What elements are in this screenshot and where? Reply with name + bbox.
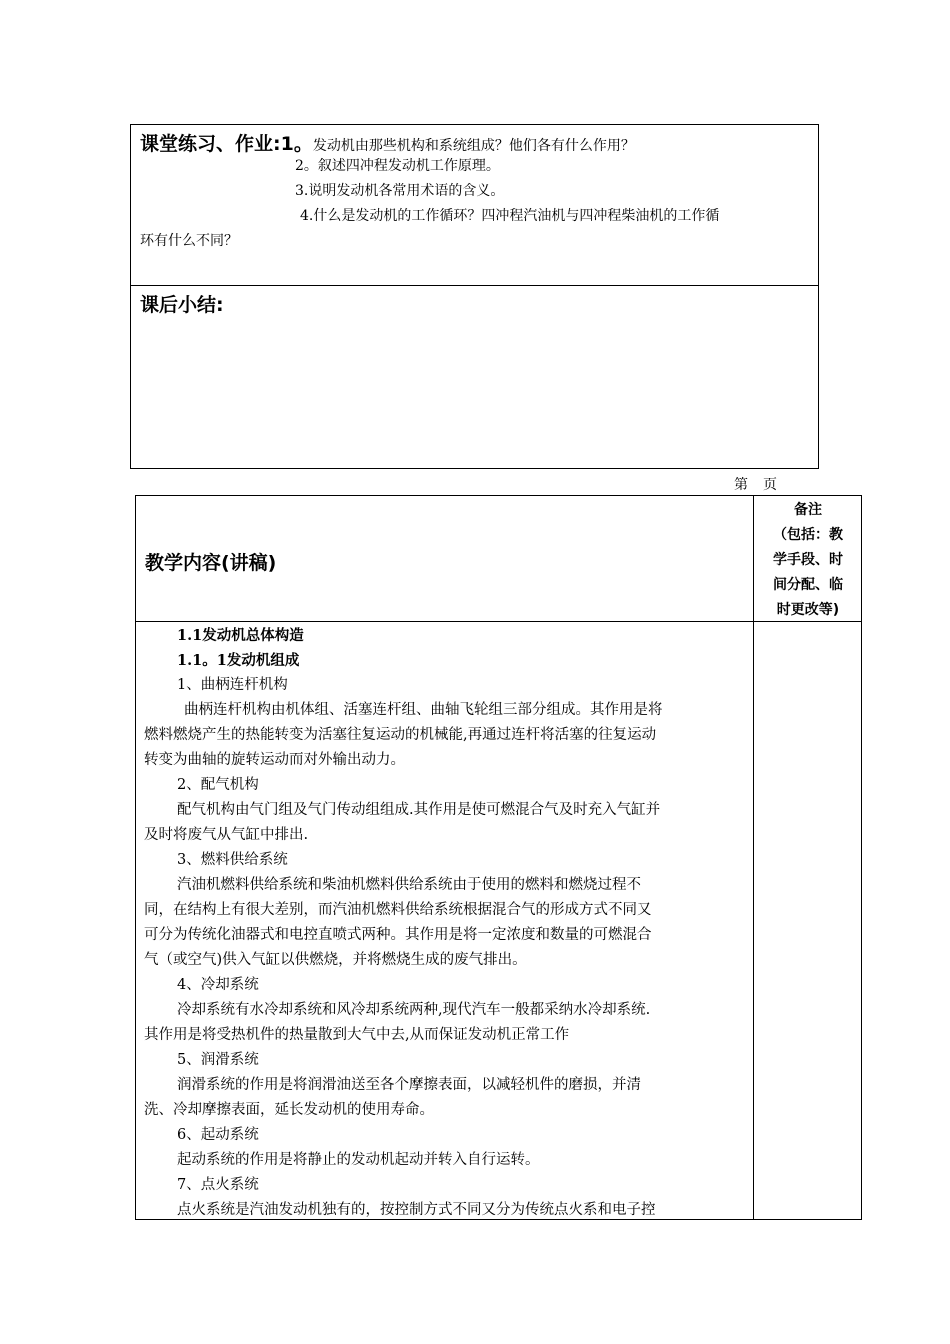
homework-heading: 课堂练习、作业:1。发动机由那些机构和系统组成？他们各有什么作用？ [140,133,635,155]
homework-question-2: 2。叙述四冲程发动机工作原理。 [295,158,500,174]
paragraph-line: 其作用是将受热机件的热量散到大气中去,从而保证发动机正常工作 [144,1027,570,1043]
section-heading: 1.1发动机总体构造 [177,627,304,644]
teaching-content-table [135,495,862,1220]
subsection-heading: 1.1。1发动机组成 [177,652,300,669]
table-divider [131,285,818,286]
item-heading: 2、配气机构 [177,777,259,793]
item-heading: 3、燃料供给系统 [177,852,288,868]
remarks-header: 备注 （包括：教 学手段、时 间分配、临 时更改等) [773,502,843,618]
item-heading: 6、起动系统 [177,1127,259,1143]
paragraph-line: 曲柄连杆机构由机体组、活塞连杆组、曲轴飞轮组三部分组成。其作用是将 [184,702,663,718]
homework-question-3: 3.说明发动机各常用术语的含义。 [295,183,505,199]
homework-question-4: 4.什么是发动机的工作循环？四冲程汽油机与四冲程柴油机的工作循 [300,208,720,224]
paragraph-line: 转变为曲轴的旋转运动而对外输出动力。 [144,752,405,768]
content-body [144,623,744,1223]
summary-heading: 课后小结: [140,294,224,316]
paragraph-line: 同，在结构上有很大差别，而汽油机燃料供给系统根据混合气的形成方式不同又 [144,902,652,918]
paragraph-line: 燃料燃烧产生的热能转变为活塞往复运动的机械能,再通过连杆将活塞的往复运动 [144,727,657,743]
paragraph-line: 起动系统的作用是将静止的发动机起动并转入自行运转。 [177,1152,540,1168]
paragraph-line: 润滑系统的作用是将润滑油送至各个摩擦表面，以减轻机件的磨损，并清 [177,1077,641,1093]
paragraph-line: 冷却系统有水冷却系统和风冷却系统两种,现代汽车一般都采纳水冷却系统. [177,1002,651,1018]
paragraph-line: 洗、冷却摩擦表面，延长发动机的使用寿命。 [144,1102,434,1118]
paragraph-line: 点火系统是汽油发动机独有的，按控制方式不同又分为传统点火系和电子控 [177,1202,656,1218]
item-heading: 7、点火系统 [177,1177,259,1193]
item-heading: 1、曲柄连杆机构 [177,677,288,693]
homework-question-4-cont: 环有什么不同？ [140,233,238,249]
content-heading: 教学内容(讲稿) [145,552,277,574]
item-heading: 5、润滑系统 [177,1052,259,1068]
paragraph-line: 配气机构由气门组及气门传动组组成.其作用是使可燃混合气及时充入气缸并 [177,802,661,818]
homework-summary-table [130,124,819,469]
paragraph-line: 气（或空气)供入气缸以供燃烧，并将燃烧生成的废气排出。 [144,952,527,968]
page-number: 第 页 [734,477,778,493]
paragraph-line: 及时将废气从气缸中排出. [144,827,309,843]
item-heading: 4、冷却系统 [177,977,259,993]
paragraph-line: 可分为传统化油器式和电控直喷式两种。其作用是将一定浓度和数量的可燃混合 [144,927,652,943]
paragraph-line: 汽油机燃料供给系统和柴油机燃料供给系统由于使用的燃料和燃烧过程不 [177,877,641,893]
homework-question-1: 发动机由那些机构和系统组成？他们各有什么作用？ [312,138,635,154]
